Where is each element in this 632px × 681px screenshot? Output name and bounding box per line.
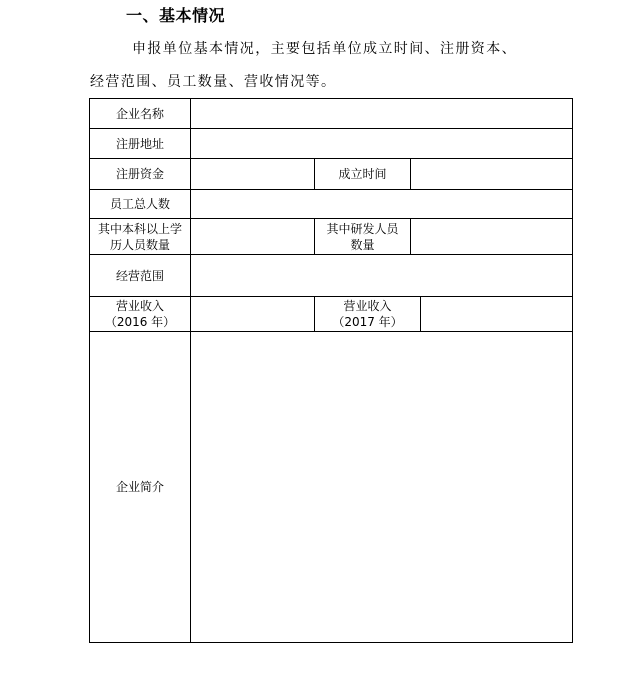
established-field[interactable] — [411, 159, 573, 190]
row-company-intro — [90, 332, 573, 643]
company-name-label: 企业名称 — [90, 99, 191, 129]
revenue-2017-label — [315, 297, 421, 332]
revenue-2017-line2: （2017 年） — [332, 315, 403, 329]
row-staff-breakdown — [90, 219, 573, 255]
established-label: 成立时间 — [315, 159, 411, 190]
rd-label-line2: 数量 — [350, 237, 375, 252]
bachelor-label-line1: 其中本科以上学 — [97, 221, 182, 236]
bachelor-field[interactable] — [191, 219, 315, 255]
company-intro-field[interactable] — [191, 332, 573, 643]
basic-info-form — [89, 98, 573, 643]
revenue-2017-field[interactable] — [421, 297, 573, 332]
revenue-2016-label — [90, 297, 191, 332]
address-label: 注册地址 — [90, 129, 191, 159]
revenue-2017-line1: 营业收入 — [343, 299, 392, 313]
rd-label-line1: 其中研发人员 — [326, 221, 399, 236]
row-staff-total — [90, 190, 573, 219]
staff-total-label: 员工总人数 — [90, 190, 191, 219]
capital-label: 注册资金 — [90, 159, 191, 190]
intro-line-1: 申报单位基本情况，主要包括单位成立时间、注册资本、 — [132, 41, 517, 57]
intro-line-2: 经营范围、员工数量、营收情况等。 — [90, 74, 337, 90]
company-intro-label: 企业简介 — [90, 332, 191, 643]
row-revenue — [90, 297, 573, 332]
business-scope-label: 经营范围 — [90, 255, 191, 297]
business-scope-field[interactable] — [191, 255, 573, 297]
row-company-name — [90, 99, 573, 129]
row-address — [90, 129, 573, 159]
section-heading: 一、基本情况 — [126, 6, 226, 25]
rd-field[interactable] — [411, 219, 573, 255]
address-field[interactable] — [191, 129, 573, 159]
row-business-scope — [90, 255, 573, 297]
revenue-2016-field[interactable] — [191, 297, 315, 332]
revenue-2016-line2: （2016 年） — [104, 315, 176, 329]
bachelor-label — [90, 219, 191, 255]
revenue-2016-line1: 营业收入 — [115, 299, 164, 313]
rd-label — [315, 219, 411, 255]
staff-total-field[interactable] — [191, 190, 573, 219]
bachelor-label-line2: 历人员数量 — [109, 237, 170, 252]
company-name-field[interactable] — [191, 99, 573, 129]
row-capital — [90, 159, 573, 190]
capital-field[interactable] — [191, 159, 315, 190]
